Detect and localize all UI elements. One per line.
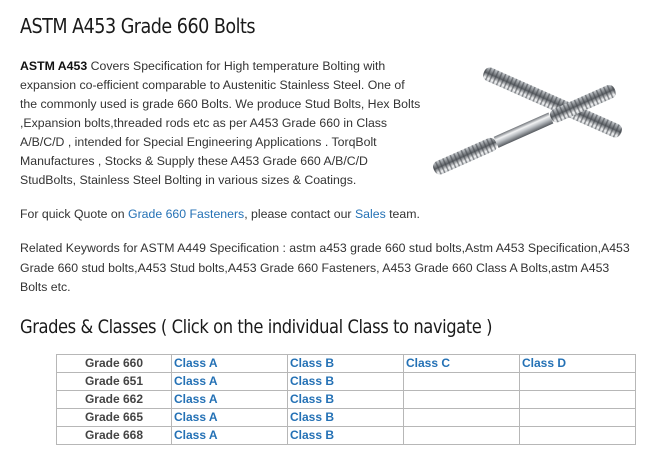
class-c-link[interactable]: Class C [406,356,451,370]
class-cell [404,355,520,373]
class-d-link[interactable]: Class D [522,356,567,370]
class-b-link[interactable]: Class B [290,410,335,424]
empty-cell [404,373,520,391]
empty-cell [404,391,520,409]
class-cell [288,391,404,409]
grade-cell: Grade 665 [57,409,172,427]
page-title: ASTM A453 Grade 660 Bolts [20,14,256,38]
intro-paragraph [20,57,425,190]
quote-prefix: For quick Quote on [20,207,128,221]
grades-classes-heading: Grades & Classes ( Click on the individual Class to navigate ) [20,316,493,338]
class-cell [288,409,404,427]
table-row [57,409,636,427]
class-cell [172,391,288,409]
class-a-link[interactable]: Class A [174,356,218,370]
table-row [57,391,636,409]
class-a-link[interactable]: Class A [174,428,218,442]
class-a-link[interactable]: Class A [174,392,218,406]
class-cell [172,355,288,373]
class-b-link[interactable]: Class B [290,392,335,406]
class-a-link[interactable]: Class A [174,410,218,424]
quote-middle: , please contact our [244,207,355,221]
sales-link[interactable]: Sales [354,207,386,221]
grade-cell: Grade 660 [57,355,172,373]
quote-line [20,205,420,224]
empty-cell [520,427,636,445]
empty-cell [520,373,636,391]
class-cell [520,355,636,373]
class-cell [172,373,288,391]
grade-cell: Grade 651 [57,373,172,391]
class-cell [288,427,404,445]
grades-table [56,354,636,445]
grade-660-fasteners-link[interactable]: Grade 660 Fasteners [128,207,245,221]
quote-suffix: team. [385,207,420,221]
grade-cell: Grade 668 [57,427,172,445]
class-b-link[interactable]: Class B [290,428,335,442]
empty-cell [404,427,520,445]
stud-bolts-image [426,52,641,182]
table-row [57,355,636,373]
table-row [57,427,636,445]
empty-cell [520,409,636,427]
grade-cell: Grade 662 [57,391,172,409]
class-cell [172,427,288,445]
table-row [57,373,636,391]
class-b-link[interactable]: Class B [290,356,335,370]
class-a-link[interactable]: Class A [174,374,218,388]
related-keywords: Related Keywords for ASTM A449 Specification : astm a453 grade 660 stud bolts,Astm A453 Specification,A453 Grade 660 stud bolts,A453 Stud bolts,A453 Grade 660 Fasteners, A453 Grade 660 Class A Bolts,astm A453 Bolts etc. [20,241,630,294]
class-b-link[interactable]: Class B [290,374,335,388]
empty-cell [404,409,520,427]
class-cell [288,355,404,373]
intro-body: Covers Specification for High temperature Bolting with expansion co-efficient comparable to Austenitic Stainless Steel. One of the commonly used is grade 660 Bolts. We produce Stud Bolts, Hex Bolts ,Expansion bolts,threaded rods etc as per A453 Grade 660 in Class A/B/C/D , intended for Special Engineering Applications . TorqBolt Manufactures , Stocks & Supply these A453 Grade 660 A/B/C/D StudBolts, Stainless Steel Bolting in various sizes & Coatings. [20,59,421,187]
empty-cell [520,391,636,409]
class-cell [172,409,288,427]
intro-lead: ASTM A453 [20,59,88,73]
class-cell [288,373,404,391]
